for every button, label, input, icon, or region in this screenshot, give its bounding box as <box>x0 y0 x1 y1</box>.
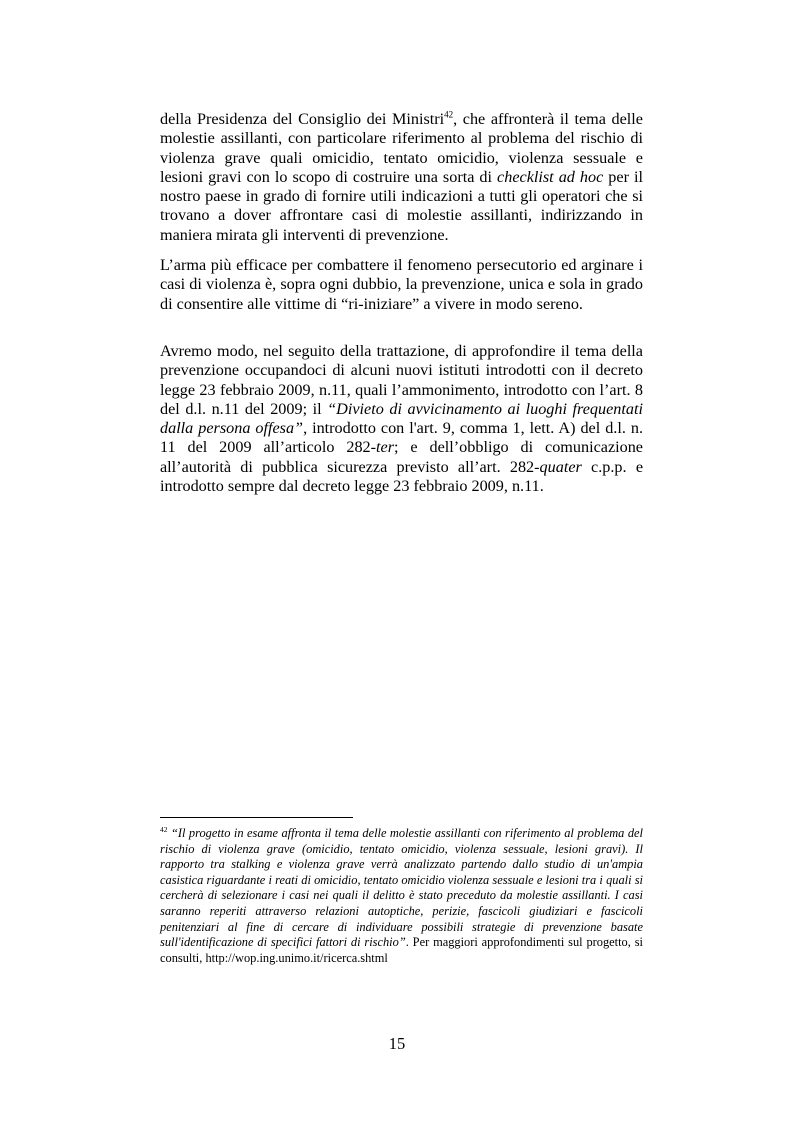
para1-text-3: per il nostro paese in grado di fornire utili indicazioni a tutti gli operatori che si trovano a dover affrontare casi di molestie assillanti, indirizzando in maniera mirata gli interventi di prevenzione. <box>160 167 643 244</box>
para1-italic-checklist: checklist ad hoc <box>497 167 604 186</box>
body-paragraph-2 <box>160 256 643 314</box>
footnote-separator <box>160 817 353 818</box>
footnote-quote: “Il progetto in esame affronta il tema delle molestie assillanti con riferimento al problema del rischio di violenza grave (omicidio, tentato omicidio, violenza sessuale, lesioni gravi). Il rapporto tra stalking e violenza grave verrà analizzato partendo dallo studio di un'ampia casistica riguardante i reati di omicidio, tentato omicidio violenza sessuale e lesioni tra i quali si cercherà di selezionare i casi nei quali il delitto è stato preceduto da molestie assillanti. I casi saranno reperiti attraverso relazioni autoptiche, perizie, fascicoli giudiziari e fascicoli penitenziari al fine di cercare di individuare possibili strategie di prevenzione basate sull'identificazione di specifici fattori di rischio” <box>160 826 643 950</box>
para3-text-1: Avremo modo, nel seguito della trattazione, di approfondire il tema della prevenzione occupandoci di alcuni nuovi istituti introdotti con il decreto legge 23 febbraio 2009, n.11, quali l’ammonimento, introdotto con l’art. 8 del d.l. n.11 del 2009; il <box>160 342 643 418</box>
footnote-tail: . Per maggiori approfondimenti sul progetto, si consulti, <box>160 935 643 965</box>
footnote-url-link[interactable]: http://wop.ing.unimo.it/ricerca.shtml <box>205 950 388 965</box>
para3-italic-quater: quater <box>539 457 582 476</box>
para3-italic-divieto: “Divieto di avvicinamento ai luoghi frequentati dalla persona offesa” <box>160 399 643 438</box>
body-paragraph-3 <box>160 342 643 496</box>
para3-text-4: c.p.p. e introdotto sempre dal decreto legge 23 febbraio 2009, n.11. <box>160 457 644 496</box>
para1-text-2: , che affronterà il tema delle molestie assillanti, con particolare riferimento al problema del rischio di violenza grave quali omicidio, tentato omicidio, violenza sessuale e lesioni gravi con lo scopo di costruire una sorta di <box>160 110 643 186</box>
page-number: 15 <box>388 1034 406 1053</box>
footnote-reference[interactable]: 42 <box>444 109 454 120</box>
body-paragraph-1 <box>160 110 643 245</box>
para2-text: L’arma più efficace per combattere il fenomeno persecutorio ed arginare i casi di violenza è, sopra ogni dubbio, la prevenzione, unica e sola in grado di consentire alle vittime di “ri-iniziare” a vivere in modo sereno. <box>160 256 643 313</box>
para3-text-2: , introdotto con l'art. 9, comma 1, lett. A) del d.l. n. 11 del 2009 all’articolo 282- <box>160 419 643 457</box>
footnote-number: 42 <box>160 824 168 834</box>
para3-italic-ter: ter <box>376 438 395 457</box>
para1-text-1: della Presidenza del Consiglio dei Ministri <box>160 110 445 128</box>
footnote-42 <box>160 826 643 966</box>
para3-text-3: ; e dell’obbligo di comunicazione all’autorità di pubblica sicurezza previsto all’art. 282- <box>160 438 643 476</box>
